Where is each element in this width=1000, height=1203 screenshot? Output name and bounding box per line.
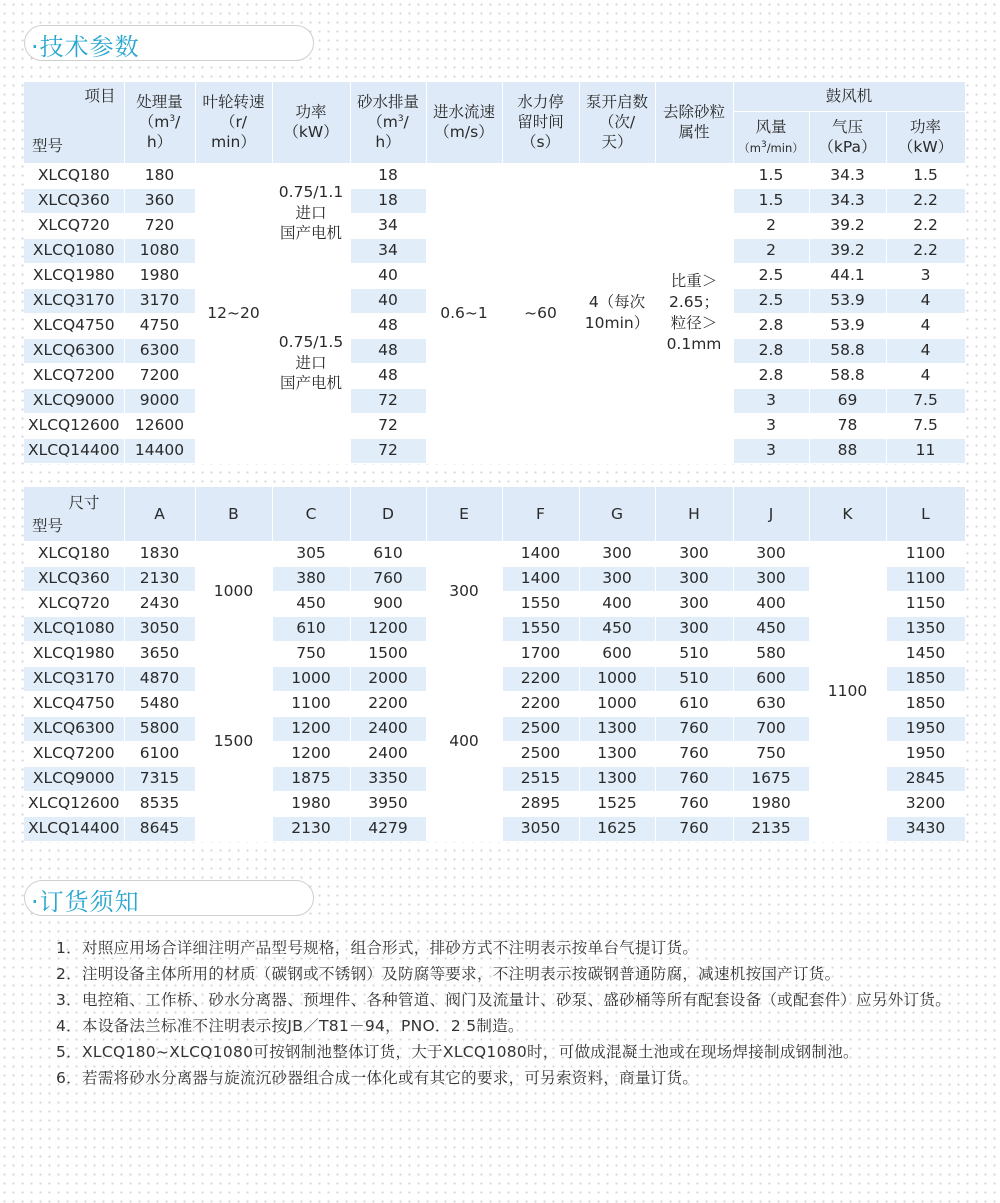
dim-d-cell: 900 [350, 591, 426, 616]
dim-f-cell: 1550 [502, 616, 579, 641]
dim-g-cell: 1000 [579, 666, 655, 691]
dim-h-cell: 760 [655, 791, 733, 816]
model-cell: XLCQ7200 [24, 741, 124, 766]
dim-l-cell: 1150 [886, 591, 965, 616]
header-impeller-speed: 叶轮转速 （r/ min） [195, 82, 272, 163]
model-cell: XLCQ7200 [24, 363, 124, 388]
dim-h-cell: 760 [655, 716, 733, 741]
dim-d-cell: 2200 [350, 691, 426, 716]
dim-l-cell: 1950 [886, 741, 965, 766]
capacity-cell: 12600 [124, 413, 195, 438]
dim-g-cell: 1300 [579, 766, 655, 791]
blower-power-cell: 4 [886, 363, 965, 388]
dim-c-cell: 610 [272, 616, 350, 641]
sand-water-cell: 48 [350, 313, 426, 338]
dim-h-cell: 610 [655, 691, 733, 716]
model-cell: XLCQ4750 [24, 691, 124, 716]
dim-d-cell: 3350 [350, 766, 426, 791]
dim-g-cell: 1625 [579, 816, 655, 841]
dim-c-cell: 380 [272, 566, 350, 591]
retention-time-cell: ~60 [502, 163, 579, 463]
dim-g-cell: 1525 [579, 791, 655, 816]
model-cell: XLCQ12600 [24, 413, 124, 438]
spec-corner-cell [24, 82, 124, 163]
sand-water-cell: 40 [350, 263, 426, 288]
dim-h-cell: 300 [655, 591, 733, 616]
air-pressure-cell: 39.2 [809, 213, 886, 238]
header-sand-water: 砂水排量 （$m^3/$ h） [350, 82, 426, 163]
sand-water-cell: 34 [350, 238, 426, 263]
header-capacity: 处理量 （$m^3/$ h） [124, 82, 195, 163]
capacity-cell: 3170 [124, 288, 195, 313]
dim-c-cell: 1000 [272, 666, 350, 691]
capacity-cell: 180 [124, 163, 195, 188]
dim-c-cell: 1980 [272, 791, 350, 816]
header-air-volume: 风量 $(m^3/\min)$ [733, 111, 809, 163]
model-cell: XLCQ4750 [24, 313, 124, 338]
sand-water-cell: 40 [350, 288, 426, 313]
spec-table [24, 82, 966, 464]
dim-f-cell: 2500 [502, 716, 579, 741]
capacity-cell: 1980 [124, 263, 195, 288]
note-item: 2．注明设备主体所用的材质（碳钢或不锈钢）及防腐等要求，不注明表示按碳钢普通防腐，减速机按国产订货。 [56, 965, 841, 983]
air-volume-cell: 2.5 [733, 288, 809, 313]
note-item: 6．若需将砂水分离器与旋流沉砂器组合成一体化或有其它的要求，可另索资料，商量订货。 [56, 1069, 699, 1087]
dim-f-cell: 2515 [502, 766, 579, 791]
dim-h-cell: 760 [655, 816, 733, 841]
model-cell: XLCQ360 [24, 566, 124, 591]
table-row [24, 541, 965, 566]
dim-header-c: C [272, 487, 350, 541]
header-pump-starts: 泵开启数 （次/ 天） [579, 82, 655, 163]
dim-header-k: K [809, 487, 886, 541]
dim-a-cell: 8645 [124, 816, 195, 841]
dim-c-cell: 750 [272, 641, 350, 666]
dim-a-cell: 2130 [124, 566, 195, 591]
dim-g-cell: 300 [579, 566, 655, 591]
dim-j-cell: 700 [733, 716, 809, 741]
dim-header-a: A [124, 487, 195, 541]
dim-a-cell: 8535 [124, 791, 195, 816]
air-volume-cell: 2.5 [733, 263, 809, 288]
sand-water-cell: 72 [350, 438, 426, 463]
dim-a-cell: 3050 [124, 616, 195, 641]
dim-c-cell: 1200 [272, 741, 350, 766]
dim-f-cell: 1550 [502, 591, 579, 616]
model-cell: XLCQ180 [24, 541, 124, 566]
capacity-cell: 7200 [124, 363, 195, 388]
dim-header-f: F [502, 487, 579, 541]
model-cell: XLCQ720 [24, 591, 124, 616]
air-pressure-cell: 69 [809, 388, 886, 413]
model-cell: XLCQ6300 [24, 716, 124, 741]
corner-item-label: 项目 [84, 87, 116, 105]
header-blower-power: 功率 （kW） [886, 111, 965, 163]
dim-h-cell: 300 [655, 566, 733, 591]
section-title-ordering: ·订货须知 [31, 888, 140, 916]
header-removal: 去除砂粒 属性 [655, 82, 733, 163]
dim-header-e: E [426, 487, 502, 541]
dim-b-cell-group1: 1000 [195, 541, 272, 641]
dim-header-g: G [579, 487, 655, 541]
dim-c-cell: 450 [272, 591, 350, 616]
blower-power-cell: 2.2 [886, 213, 965, 238]
note-item: 4．本设备法兰标准不注明表示按JB／T81－94，PNO．2 5制造。 [56, 1017, 524, 1035]
dim-h-cell: 510 [655, 641, 733, 666]
dim-d-cell: 1500 [350, 641, 426, 666]
blower-power-cell: 3 [886, 263, 965, 288]
dim-e-cell-group2: 400 [426, 641, 502, 841]
air-pressure-cell: 34.3 [809, 163, 886, 188]
air-volume-cell: 1.5 [733, 163, 809, 188]
note-item: 1．对照应用场合详细注明产品型号规格，组合形式，排砂方式不注明表示按单台气提订货。 [56, 939, 699, 957]
sand-water-cell: 72 [350, 388, 426, 413]
power-cell-group2: 0.75/1.5 进口 国产电机 [272, 263, 350, 463]
dim-g-cell: 300 [579, 541, 655, 566]
dim-j-cell: 750 [733, 741, 809, 766]
dim-header-j: J [733, 487, 809, 541]
removal-cell: 比重＞ 2.65； 粒径＞ 0.1mm [655, 163, 733, 463]
dim-l-cell: 1100 [886, 566, 965, 591]
dim-h-cell: 510 [655, 666, 733, 691]
air-volume-cell: 3 [733, 413, 809, 438]
blower-power-cell: 4 [886, 338, 965, 363]
section-heading-specs [24, 25, 314, 61]
dim-c-cell: 1875 [272, 766, 350, 791]
dim-l-cell: 1950 [886, 716, 965, 741]
dim-h-cell: 300 [655, 616, 733, 641]
blower-power-cell: 11 [886, 438, 965, 463]
dim-l-cell: 3430 [886, 816, 965, 841]
dim-d-cell: 3950 [350, 791, 426, 816]
spec-table-body [24, 163, 965, 463]
dim-f-cell: 2500 [502, 741, 579, 766]
dim-g-cell: 1300 [579, 741, 655, 766]
inflow-speed-cell: 0.6~1 [426, 163, 502, 463]
dim-j-cell: 2135 [733, 816, 809, 841]
note-item: 3．电控箱、工作桥、砂水分离器、预埋件、各种管道、阀门及流量计、砂泵、盛砂桶等所有配套设备（或配套件）应另外订货。 [56, 991, 951, 1009]
model-cell: XLCQ14400 [24, 438, 124, 463]
dim-header-l: L [886, 487, 965, 541]
dim-f-cell: 1700 [502, 641, 579, 666]
model-cell: XLCQ180 [24, 163, 124, 188]
dim-c-cell: 1200 [272, 716, 350, 741]
air-volume-cell: 2.8 [733, 313, 809, 338]
blower-power-cell: 4 [886, 288, 965, 313]
dim-c-cell: 2130 [272, 816, 350, 841]
dim-d-cell: 4279 [350, 816, 426, 841]
impeller-speed-cell: 12~20 [195, 163, 272, 463]
dim-l-cell: 1350 [886, 616, 965, 641]
dim-k-cell: 1100 [809, 541, 886, 841]
capacity-cell: 6300 [124, 338, 195, 363]
section-heading-ordering [24, 880, 314, 916]
dim-corner-cell [24, 487, 124, 541]
air-volume-cell: 3 [733, 438, 809, 463]
blower-power-cell: 2.2 [886, 188, 965, 213]
dim-j-cell: 1980 [733, 791, 809, 816]
dim-j-cell: 630 [733, 691, 809, 716]
air-pressure-cell: 78 [809, 413, 886, 438]
header-power: 功率 （kW） [272, 82, 350, 163]
dim-g-cell: 600 [579, 641, 655, 666]
dim-j-cell: 580 [733, 641, 809, 666]
dim-header-d: D [350, 487, 426, 541]
header-air-pressure: 气压 （kPa） [809, 111, 886, 163]
air-volume-cell: 2 [733, 238, 809, 263]
model-cell: XLCQ360 [24, 188, 124, 213]
dim-d-cell: 2000 [350, 666, 426, 691]
dim-l-cell: 2845 [886, 766, 965, 791]
model-cell: XLCQ1080 [24, 238, 124, 263]
dim-g-cell: 400 [579, 591, 655, 616]
dim-l-cell: 1100 [886, 541, 965, 566]
dim-h-cell: 760 [655, 741, 733, 766]
air-pressure-cell: 88 [809, 438, 886, 463]
dim-c-cell: 305 [272, 541, 350, 566]
dim-d-cell: 1200 [350, 616, 426, 641]
blower-power-cell: 2.2 [886, 238, 965, 263]
corner-model-label: 型号 [32, 137, 64, 156]
dimension-table-body [24, 541, 965, 841]
dim-j-cell: 300 [733, 541, 809, 566]
sand-water-cell: 48 [350, 338, 426, 363]
dim-h-cell: 300 [655, 541, 733, 566]
capacity-cell: 720 [124, 213, 195, 238]
dim-l-cell: 3200 [886, 791, 965, 816]
air-pressure-cell: 39.2 [809, 238, 886, 263]
blower-power-cell: 7.5 [886, 413, 965, 438]
dim-j-cell: 300 [733, 566, 809, 591]
power-cell-group1: 0.75/1.1 进口 国产电机 [272, 163, 350, 263]
air-volume-cell: 3 [733, 388, 809, 413]
pump-starts-cell: 4（每次 10min） [579, 163, 655, 463]
dim-a-cell: 5480 [124, 691, 195, 716]
dim-a-cell: 6100 [124, 741, 195, 766]
dim-j-cell: 600 [733, 666, 809, 691]
ordering-notes [24, 935, 974, 1091]
corner-size-label: 尺寸 [68, 494, 100, 512]
blower-power-cell: 1.5 [886, 163, 965, 188]
dim-d-cell: 610 [350, 541, 426, 566]
dim-l-cell: 1850 [886, 666, 965, 691]
dim-l-cell: 1850 [886, 691, 965, 716]
header-retention-time: 水力停 留时间 （s） [502, 82, 579, 163]
blower-power-cell: 7.5 [886, 388, 965, 413]
model-cell: XLCQ1980 [24, 641, 124, 666]
capacity-cell: 1080 [124, 238, 195, 263]
air-pressure-cell: 34.3 [809, 188, 886, 213]
dim-j-cell: 450 [733, 616, 809, 641]
model-cell: XLCQ3170 [24, 666, 124, 691]
dim-a-cell: 4870 [124, 666, 195, 691]
model-cell: XLCQ14400 [24, 816, 124, 841]
note-item: 5．XLCQ180~XLCQ1080可按钢制池整体订货，大于XLCQ1080时，可做成混凝土池或在现场焊接制成钢制池。 [56, 1043, 859, 1061]
sand-water-cell: 48 [350, 363, 426, 388]
dim-c-cell: 1100 [272, 691, 350, 716]
dim-f-cell: 2895 [502, 791, 579, 816]
capacity-cell: 4750 [124, 313, 195, 338]
dim-a-cell: 5800 [124, 716, 195, 741]
header-inflow-speed: 进水流速 （m/s） [426, 82, 502, 163]
dim-f-cell: 2200 [502, 691, 579, 716]
dim-f-cell: 1400 [502, 541, 579, 566]
model-cell: XLCQ9000 [24, 388, 124, 413]
air-volume-cell: 1.5 [733, 188, 809, 213]
dimension-table [24, 487, 966, 842]
dim-g-cell: 450 [579, 616, 655, 641]
dim-header-b: B [195, 487, 272, 541]
blower-power-cell: 4 [886, 313, 965, 338]
table-row [24, 163, 965, 188]
dim-e-cell-group1: 300 [426, 541, 502, 641]
dim-f-cell: 2200 [502, 666, 579, 691]
air-pressure-cell: 44.1 [809, 263, 886, 288]
dim-d-cell: 2400 [350, 716, 426, 741]
air-volume-cell: 2.8 [733, 338, 809, 363]
dim-j-cell: 400 [733, 591, 809, 616]
corner-model-label: 型号 [32, 517, 64, 536]
dim-f-cell: 1400 [502, 566, 579, 591]
air-volume-cell: 2.8 [733, 363, 809, 388]
dim-a-cell: 7315 [124, 766, 195, 791]
model-cell: XLCQ1080 [24, 616, 124, 641]
dim-header-h: H [655, 487, 733, 541]
dim-g-cell: 1000 [579, 691, 655, 716]
sand-water-cell: 72 [350, 413, 426, 438]
capacity-cell: 360 [124, 188, 195, 213]
model-cell: XLCQ1980 [24, 263, 124, 288]
dim-f-cell: 3050 [502, 816, 579, 841]
dim-g-cell: 1300 [579, 716, 655, 741]
section-title-specs: ·技术参数 [31, 33, 140, 61]
sand-water-cell: 18 [350, 163, 426, 188]
sand-water-cell: 18 [350, 188, 426, 213]
air-volume-cell: 2 [733, 213, 809, 238]
model-cell: XLCQ12600 [24, 791, 124, 816]
dim-a-cell: 2430 [124, 591, 195, 616]
model-cell: XLCQ9000 [24, 766, 124, 791]
dim-l-cell: 1450 [886, 641, 965, 666]
dim-h-cell: 760 [655, 766, 733, 791]
model-cell: XLCQ720 [24, 213, 124, 238]
model-cell: XLCQ6300 [24, 338, 124, 363]
air-pressure-cell: 53.9 [809, 288, 886, 313]
capacity-cell: 9000 [124, 388, 195, 413]
dim-d-cell: 2400 [350, 741, 426, 766]
model-cell: XLCQ3170 [24, 288, 124, 313]
sand-water-cell: 34 [350, 213, 426, 238]
air-pressure-cell: 58.8 [809, 363, 886, 388]
dim-a-cell: 3650 [124, 641, 195, 666]
capacity-cell: 14400 [124, 438, 195, 463]
dim-d-cell: 760 [350, 566, 426, 591]
dim-b-cell-group2: 1500 [195, 641, 272, 841]
header-blower: 鼓风机 [733, 82, 965, 111]
dim-a-cell: 1830 [124, 541, 195, 566]
air-pressure-cell: 53.9 [809, 313, 886, 338]
dim-j-cell: 1675 [733, 766, 809, 791]
air-pressure-cell: 58.8 [809, 338, 886, 363]
